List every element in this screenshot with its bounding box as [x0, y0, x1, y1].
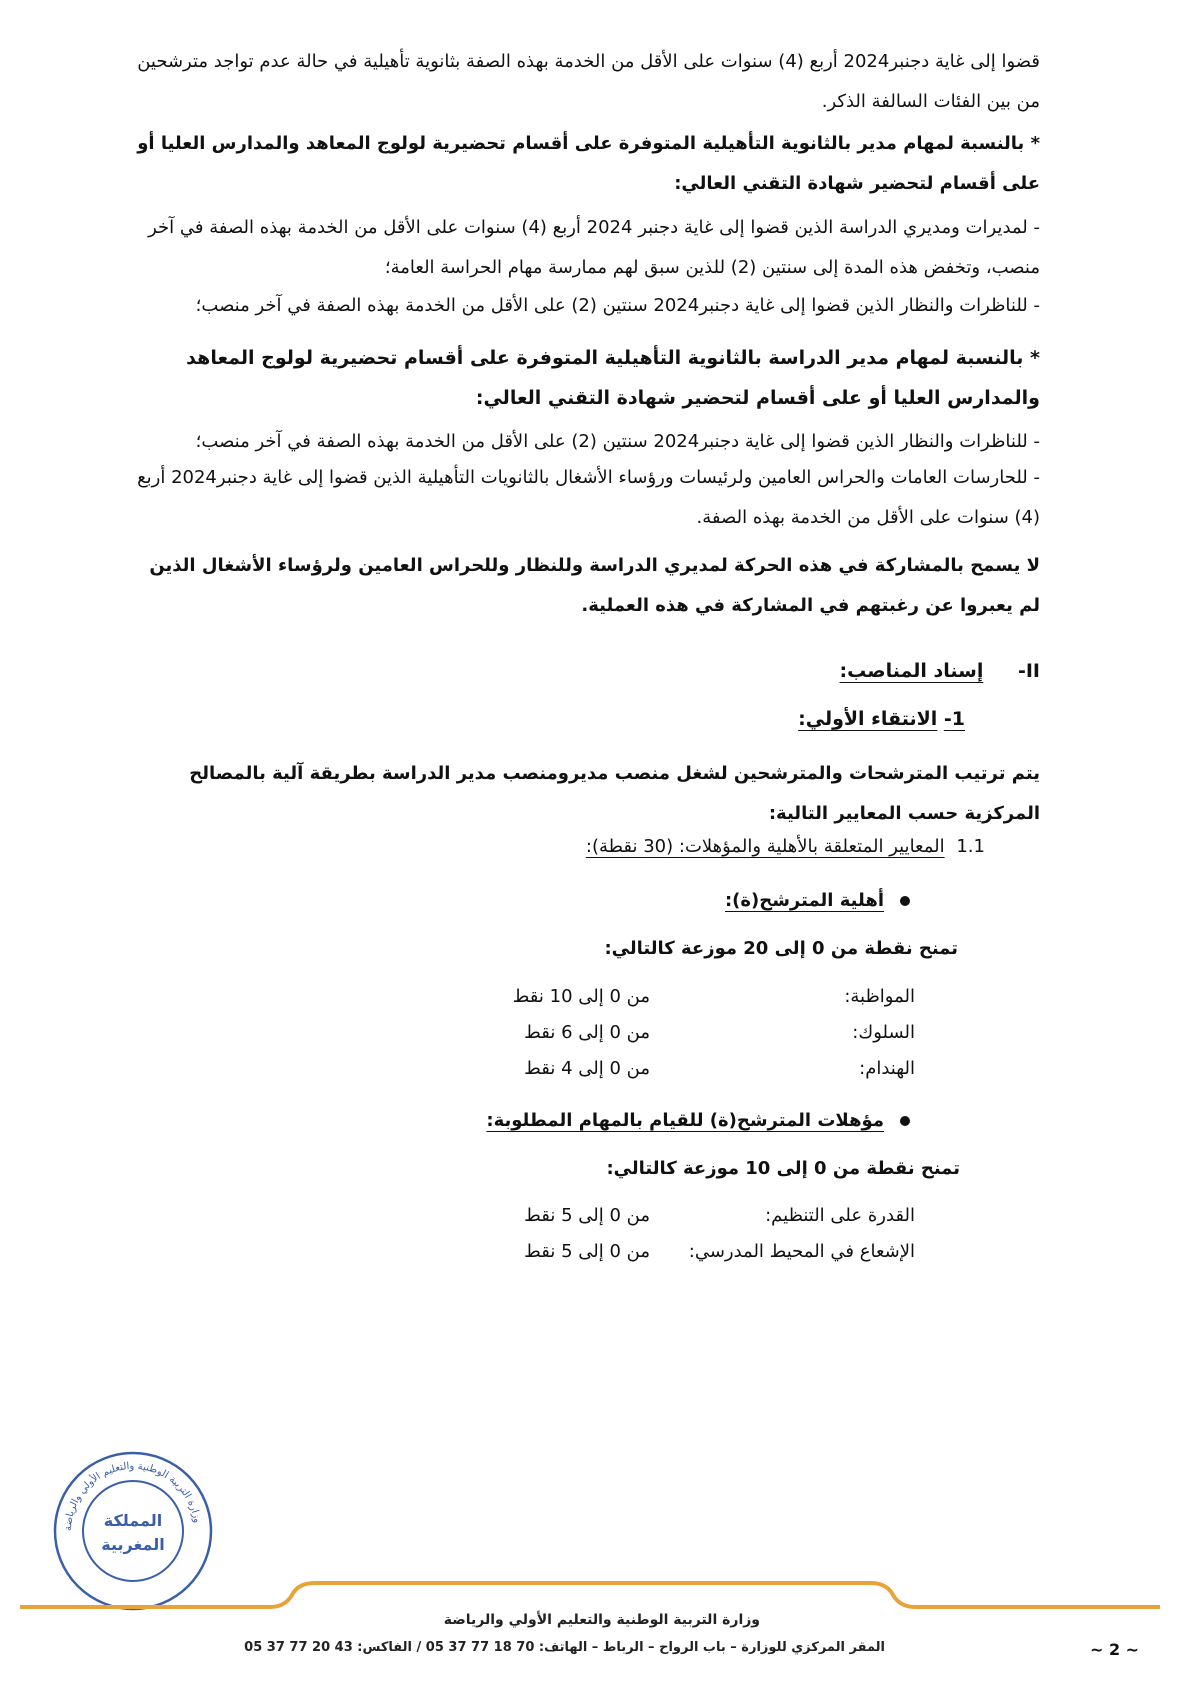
study-director-duties-heading [135, 338, 1040, 418]
section-title: إسناد المناصب: [839, 660, 984, 682]
criterion-value: من 0 إلى 5 نقط [524, 1205, 650, 1226]
footer-divider [0, 1575, 1180, 1615]
criteria-number: 1.1 [956, 836, 985, 857]
eligibility-points-intro [604, 938, 958, 959]
ranking-intro [135, 754, 1040, 834]
section-number: II- [1017, 660, 1040, 682]
section-heading [840, 660, 1040, 682]
paragraph-text: لا يسمح بالمشاركة في هذه الحركة لمديري الدراسة وللنظار وللحراس العامين ولرؤساء الأشغال الذين لم يعبروا عن رغبتهم في المشاركة في هذه العملية. [149, 555, 1040, 616]
criterion-value: من 0 إلى 10 نقط [512, 986, 650, 1007]
criterion-label: المواظبة: [844, 986, 915, 1007]
list-item [135, 422, 1040, 462]
page-number: ~ 2 ~ [1090, 1640, 1140, 1659]
points-intro-text: تمنح نقطة من 0 إلى 10 موزعة كالتالي: [606, 1158, 960, 1179]
participation-note [135, 546, 1040, 626]
points-intro-text: تمنح نقطة من 0 إلى 20 موزعة كالتالي: [604, 938, 958, 959]
eligibility-bullet [725, 890, 910, 911]
paragraph-text: * بالنسبة لمهام مدير الدراسة بالثانوية التأهيلية المتوفرة على أقسام تحضيرية لولوج المعاهد والمدارس العليا أو على أقسام لتحضير شهادة التقني العالي: [186, 347, 1040, 409]
bullet-icon [900, 896, 910, 906]
list-item [135, 458, 1040, 538]
paragraph-continuation [135, 42, 1040, 122]
footer-address: المقر المركزي للوزارة – باب الرواح – الرباط – الهاتف: 70 18 77 37 05 / الفاكس: 43 20 77 37 05 [244, 1640, 885, 1655]
criterion-value: من 0 إلى 5 نقط [524, 1241, 650, 1262]
criterion-label: القدرة على التنظيم: [765, 1205, 915, 1226]
subsection-title: الانتقاء الأولي: [798, 708, 938, 730]
subsection-number: 1- [943, 708, 965, 730]
qualifications-title: مؤهلات المترشح(ة) للقيام بالمهام المطلوبة: [486, 1110, 884, 1131]
stamp-center-line1: المملكة [103, 1511, 163, 1530]
stamp-center-line2: المغربية [101, 1535, 165, 1554]
criteria-title: المعايير المتعلقة بالأهلية والمؤهلات: (30 نقطة): [585, 836, 945, 857]
qualifications-bullet [486, 1110, 910, 1131]
criterion-label: الهندام: [859, 1058, 915, 1079]
paragraph-text: يتم ترتيب المترشحات والمترشحين لشغل منصب مديرومنصب مدير الدراسة بطريقة آلية بالمصالح المركزية حسب المعايير التالية: [189, 763, 1040, 824]
criterion-label: السلوك: [852, 1022, 915, 1043]
footer-ministry: وزارة التربية الوطنية والتعليم الأولي والرياضة [443, 1612, 760, 1628]
paragraph-text: - للحارسات العامات والحراس العامين ولرئيسات ورؤساء الأشغال بالثانويات التأهيلية الذين قضوا إلى غاية دجنبر2024 أربع (4) سنوات على الأقل من الخدمة بهذه الصفة. [137, 467, 1040, 528]
paragraph-text: - لمديرات ومديري الدراسة الذين قضوا إلى غاية دجنبر 2024 أربع (4) سنوات على الأقل من الخدمة بهذه الصفة في آخر منصب، وتخفض هذه المدة إلى سنتين (2) للذين سبق لهم ممارسة مهام الحراسة العامة؛ [148, 217, 1040, 278]
list-item [135, 208, 1040, 288]
subsection-heading [798, 708, 965, 730]
criterion-label: الإشعاع في المحيط المدرسي: [688, 1241, 915, 1262]
stamp-inner-ring [83, 1481, 183, 1581]
bullet-icon [900, 1116, 910, 1126]
criterion-value: من 0 إلى 4 نقط [524, 1058, 650, 1079]
paragraph-text: * بالنسبة لمهام مدير بالثانوية التأهيلية المتوفرة على أقسام تحضيرية لولوج المعاهد والمدارس العليا أو على أقسام لتحضير شهادة التقني العالي: [137, 133, 1040, 194]
stamp-ring-text: وزارة التربية الوطنية والتعليم الأولي والرياضة [62, 1460, 203, 1532]
paragraph-text: قضوا إلى غاية دجنبر2024 أربع (4) سنوات على الأقل من الخدمة بهذه الصفة بثانوية تأهيلية في حالة عدم تواجد مترشحين من بين الفئات السالفة الذكر. [137, 51, 1040, 112]
criteria-heading [586, 836, 985, 857]
paragraph-text: - للناظرات والنظار الذين قضوا إلى غاية دجنبر2024 سنتين (2) على الأقل من الخدمة بهذه الصفة في آخر منصب؛ [195, 431, 1040, 452]
eligibility-title: أهلية المترشح(ة): [724, 890, 884, 911]
list-item [135, 286, 1040, 326]
qualifications-points-intro [606, 1158, 960, 1179]
paragraph-text: - للناظرات والنظار الذين قضوا إلى غاية دجنبر2024 سنتين (2) على الأقل من الخدمة بهذه الصفة في آخر منصب؛ [195, 295, 1040, 316]
principal-duties-heading [135, 124, 1040, 204]
criterion-value: من 0 إلى 6 نقط [524, 1022, 650, 1043]
